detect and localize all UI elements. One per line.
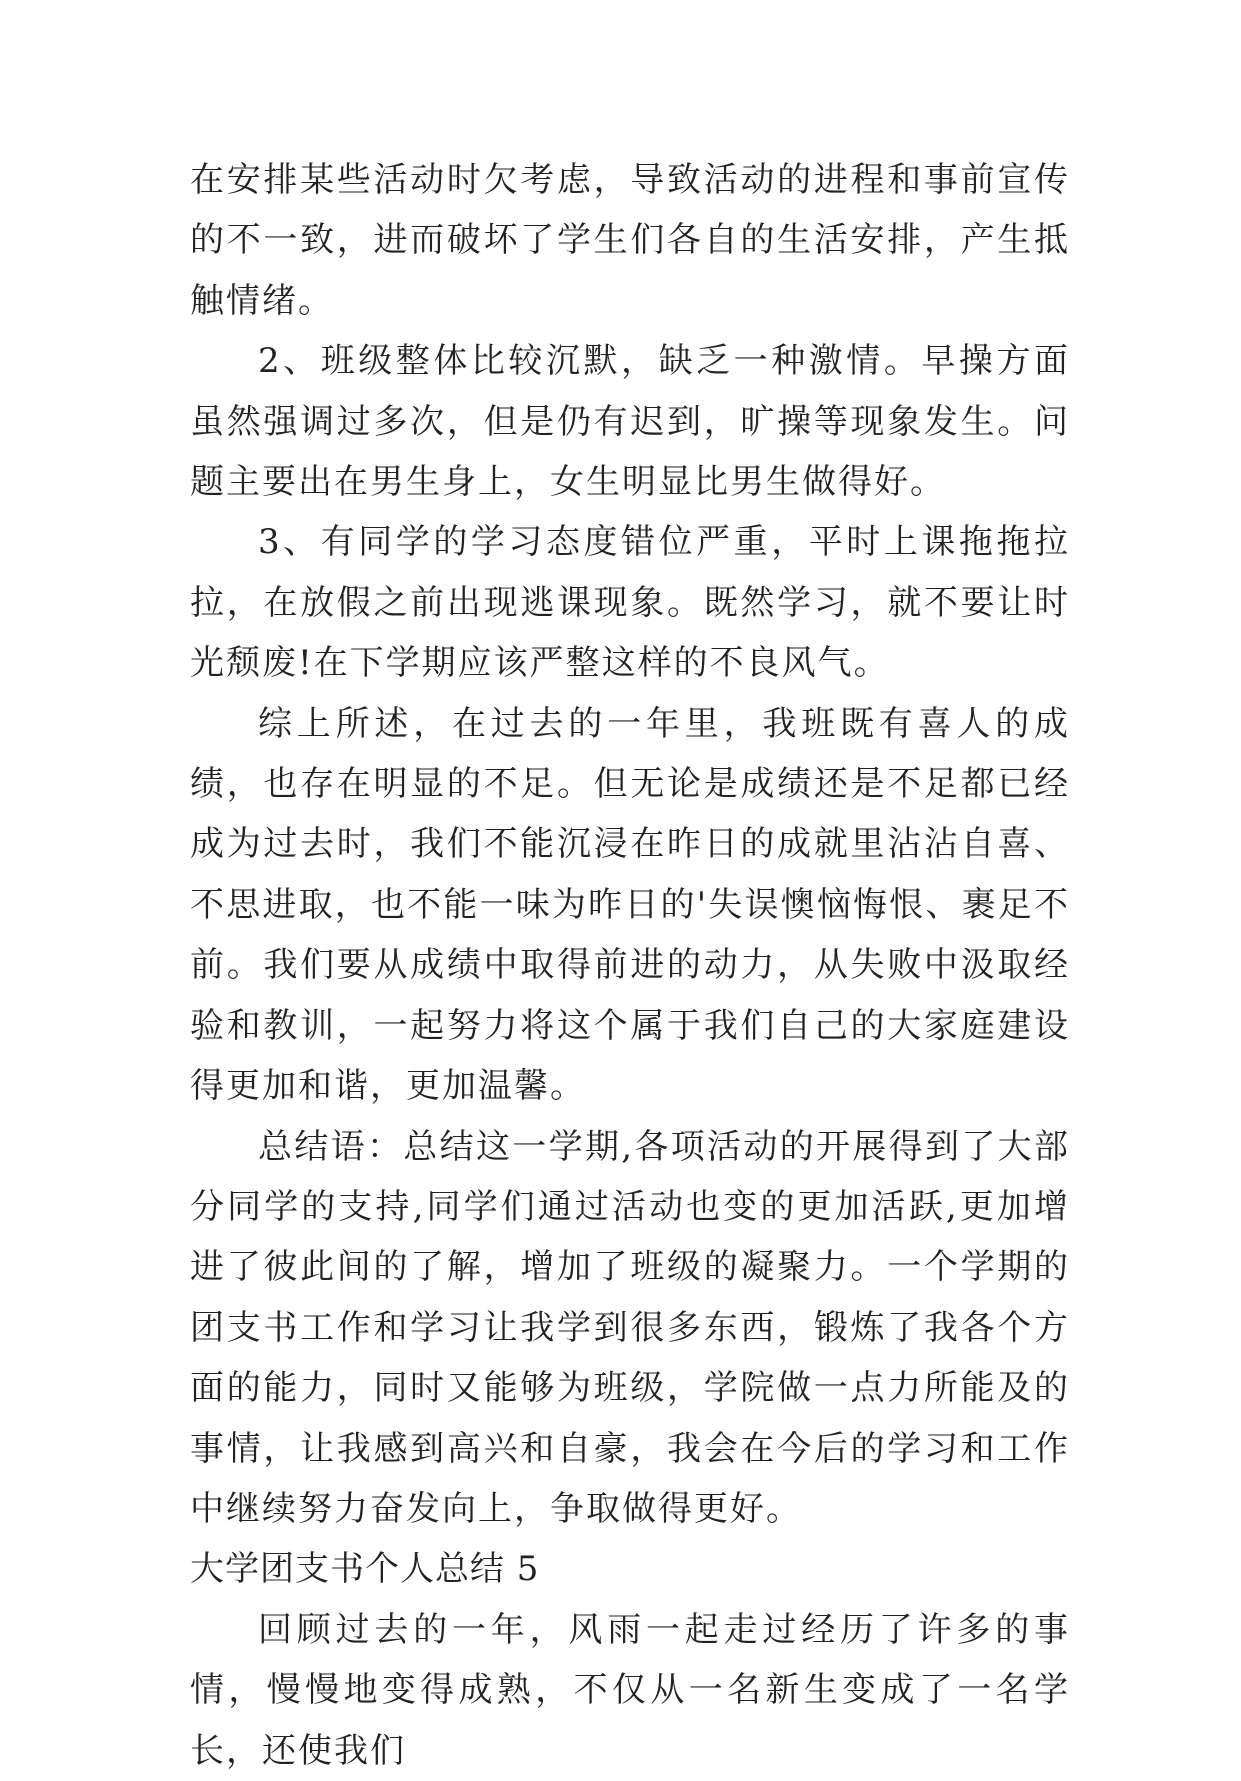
paragraph-section-5-intro: 回顾过去的一年，风雨一起走过经历了许多的事情，慢慢地变得成熟，不仅从一名新生变成了一名学长，还使我们	[190, 1609, 1070, 1771]
paragraph-continued: 在安排某些活动时欠考虑，导致活动的进程和事前宣传的不一致，进而破坏了学生们各自的生活安排，产生抵触情绪。	[190, 160, 1070, 321]
paragraph-summary: 综上所述，在过去的一年里，我班既有喜人的成绩，也存在明显的不足。但无论是成绩还是不足都已经成为过去时，我们不能沉浸在昨日的成就里沾沾自喜、不思进取，也不能一味为昨日的'失误懊恼悔恨、裹足不前。我们要从成绩中取得前进的动力，从失败中汲取经验和教训，一起努力将这个属于我们自己的大家庭建设得更加和谐，更加温馨。	[190, 703, 1070, 1107]
paragraph-conclusion: 总结语：总结这一学期,各项活动的开展得到了大部分同学的支持,同学们通过活动也变的更加活跃,更加增进了彼此间的了解，增加了班级的凝聚力。一个学期的团支书工作和学习让我学到很多东西，锻炼了我各个方面的能力，同时又能够为班级，学院做一点力所能及的事情，让我感到高兴和自豪，我会在今后的学习和工作中继续努力奋发向上，争取做得更好。	[190, 1126, 1070, 1529]
paragraph-point-2: 2、班级整体比较沉默，缺乏一种激情。早操方面虽然强调过多次，但是仍有迟到，旷操等现象发生。问题主要出在男生身上，女生明显比男生做得好。	[190, 341, 1070, 503]
document-body	[190, 150, 1070, 1781]
section-title: 大学团支书个人总结 5	[190, 1549, 540, 1590]
paragraph-point-3: 3、有同学的学习态度错位严重，平时上课拖拖拉拉，在放假之前出现逃课现象。既然学习，就不要让时光颓废!在下学期应该严整这样的不良风气。	[190, 522, 1070, 684]
